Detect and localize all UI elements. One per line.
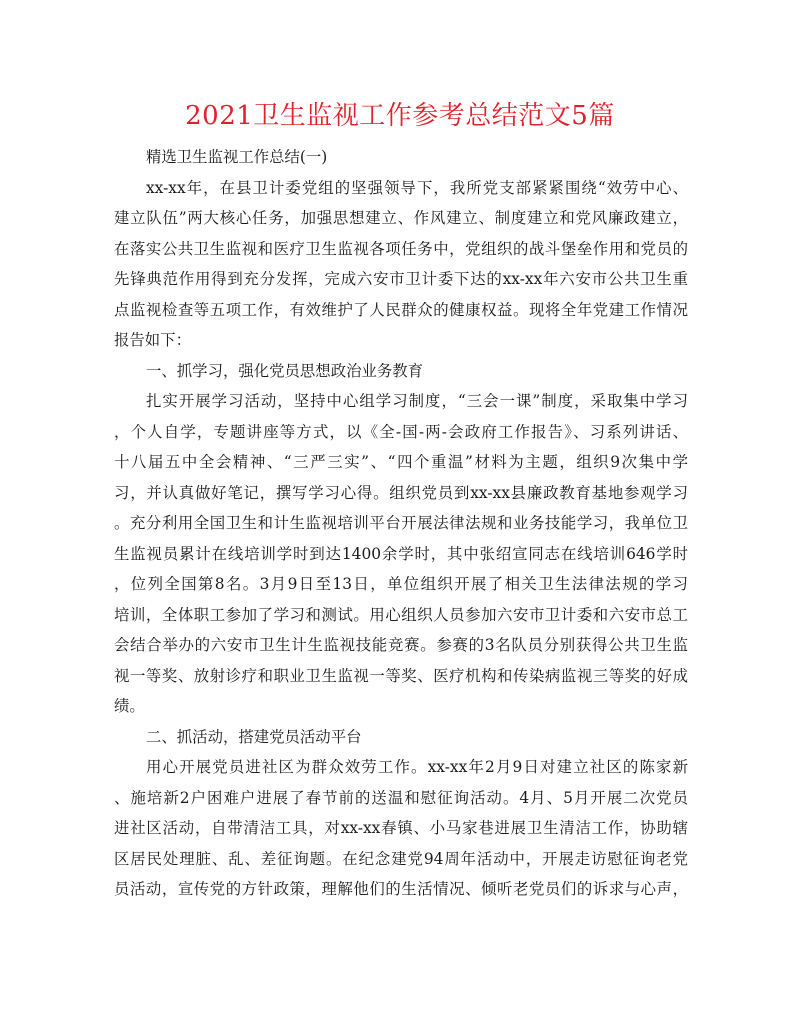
paragraph-line: 十八届五中全会精神、“三严三实”、“四个重温”材料为主题，组织9次集中学 [114, 453, 688, 471]
section-heading: 一、抓学习，强化党员思想政治业务教育 [146, 361, 424, 380]
document-body [114, 142, 688, 905]
section-heading: 二、抓活动，搭建党员活动平台 [146, 727, 362, 746]
paragraph-line: 先锋典范作用得到充分发挥，完成六安市卫计委下达的xx-xx年六安市公共卫生重 [114, 270, 688, 288]
paragraph-line: ，位列全国第8名。3月9日至13日，单位组织开展了相关卫生法律法规的学习 [114, 575, 688, 593]
paragraph-line: 建立队伍”两大核心任务，加强思想建立、作风建立、制度建立和党风廉政建立， [114, 209, 688, 227]
paragraph-line: 绩。 [114, 697, 145, 715]
paragraph-line: 培训，全体职工参加了学习和测试。用心组织人员参加六安市卫计委和六安市总工 [114, 605, 688, 624]
paragraph-line: 点监视检查等五项工作，有效维护了人民群众的健康权益。现将全年党建工作情况 [114, 300, 688, 319]
paragraph-line: 进社区活动，自带清洁工具，对xx-xx春镇、小马家巷进展卫生清洁工作，协助辖 [114, 819, 688, 837]
paragraph-line: ，个人自学，专题讲座等方式，以《全-国-两-会政府工作报告》、习系列讲话、 [114, 422, 688, 441]
paragraph-line: 生监视员累计在线培训学时到达1400余学时，其中张绍宣同志在线培训646学时 [114, 544, 688, 563]
paragraph-line: 视一等奖、放射诊疗和职业卫生监视一等奖、医疗机构和传染病监视三等奖的好成 [114, 666, 688, 685]
paragraph-line: 扎实开展学习活动，坚持中心组学习制度，“三会一课”制度，采取集中学习 [146, 392, 688, 410]
paragraph-line: 报告如下： [114, 331, 191, 349]
paragraph-line: 区居民处理脏、乱、差征询题。在纪念建党94周年活动中，开展走访慰征询老党 [114, 849, 688, 868]
paragraph-line: 、施培新2户困难户进展了春节前的送温和慰征询活动。4月、5月开展二次党员 [114, 788, 688, 807]
paragraph-line: 。充分利用全国卫生和计生监视培训平台开展法律法规和业务技能学习，我单位卫 [114, 514, 688, 532]
paragraph-line: 员活动，宣传党的方针政策，理解他们的生活情况、倾听老党员们的诉求与心声， [114, 880, 688, 898]
paragraph-line: 习，并认真做好笔记，撰写学习心得。组织党员到xx-xx县廉政教育基地参观学习 [114, 483, 688, 502]
paragraph-line: 在落实公共卫生监视和医疗卫生监视各项任务中，党组织的战斗堡垒作用和党员的 [114, 239, 688, 258]
paragraph-line: xx-xx年，在县卫计委党组的坚强领导下，我所党支部紧紧围绕“效劳中心、 [146, 178, 688, 197]
paragraph-line: 用心开展党员进社区为群众效劳工作。xx-xx年2月9日对建立社区的陈家新 [146, 758, 688, 776]
document-title: 2021卫生监视工作参考总结范文5篇 [185, 101, 615, 131]
section-heading: 精选卫生监视工作总结(一) [146, 148, 328, 166]
paragraph-line: 会结合举办的六安市卫生计生监视技能竞赛。参赛的3名队员分别获得公共卫生监 [114, 636, 688, 654]
